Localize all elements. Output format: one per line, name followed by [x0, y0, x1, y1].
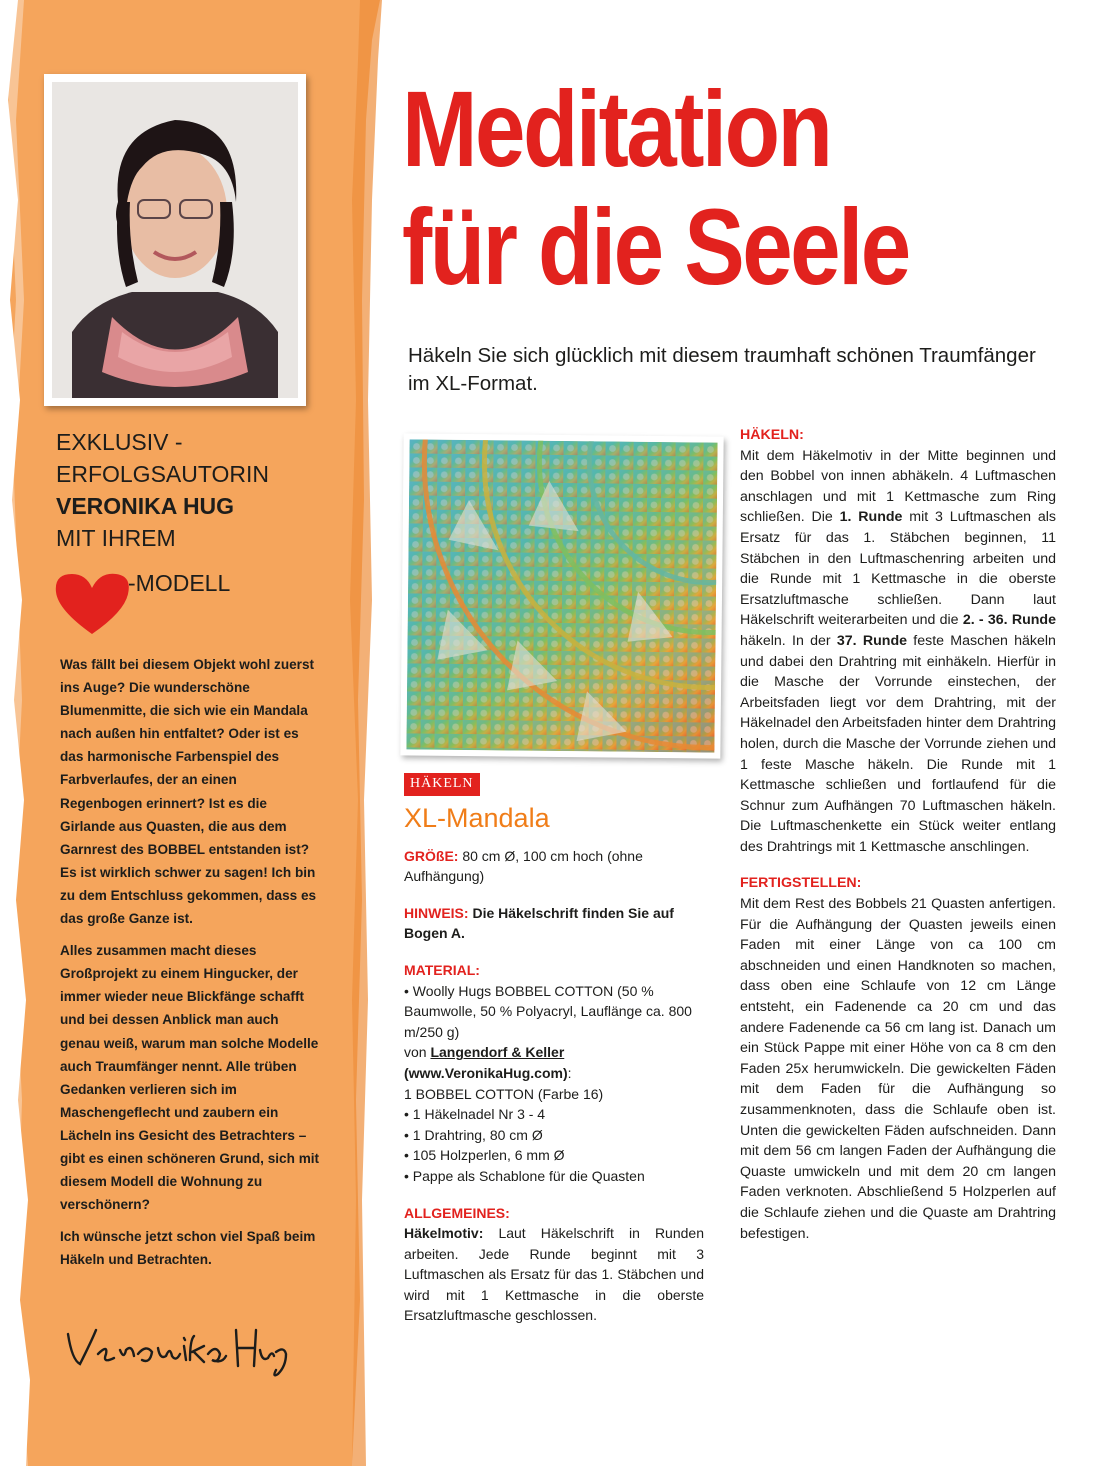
material-colon: : — [567, 1064, 572, 1081]
category-tag: HÄKELN — [404, 773, 480, 796]
material-item: • 1 Häkelnadel Nr 3 - 4 — [404, 1106, 546, 1123]
intro-text — [60, 653, 322, 1280]
author-tagline — [56, 426, 346, 554]
crochet-mandala-image — [406, 439, 717, 752]
material-item: 1 BOBBEL COTTON (Farbe 16) — [404, 1085, 604, 1102]
material-supplier: Langendorf & Keller — [430, 1044, 565, 1061]
intro-paragraph: Was fällt bei diesem Objekt wohl zuerst ins Auge? Die wunderschöne Blumenmitte, die sich wie ein Mandala nach außen hin entfaltet? Oder ist es das harmonische Farbenspiel des Farbverlaufes, der an einen Regenbogen erinnert? Ist es die Girlande aus Quasten, die aus dem Garnrest des BOBBEL entstanden ist? Es ist wirklich schwer zu sagen! Ich bin zu dem Entschluss gekommen, dass es das große Ganze ist. — [60, 657, 317, 927]
finish-label: FERTIGSTELLEN: — [740, 875, 862, 892]
material-section — [404, 960, 704, 1187]
intro-paragraph: Alles zusammen macht dieses Großprojekt zu einem Hingucker, der immer wieder neue Blickfänge schafft und bei dessen Anblick man auch genau weiß, warum man solche Modelle auch Traumfänger nennt. Alle trüben Gedanken verlieren sich im Maschengeflecht und zaubern ein Lächeln ins Gesicht des Betrachters – gibt es einen schöneren Grund, sich mit diesem Modell die Wohnung zu verschönern? — [60, 943, 320, 1213]
size-text: 80 cm Ø, 100 cm hoch (ohne Aufhängung) — [404, 847, 643, 885]
crochet-text — [740, 446, 1056, 858]
note-label: HINWEIS: — [404, 904, 469, 921]
tagline-line1: EXKLUSIV - — [56, 429, 183, 455]
author-portrait-image — [52, 82, 298, 398]
mandala-photo — [400, 433, 723, 758]
heart-model-suffix: -MODELL — [128, 570, 231, 596]
general-label: ALLGEMEINES: — [404, 1204, 510, 1221]
crochet-label: HÄKELN: — [740, 427, 804, 443]
material-url-line — [404, 1063, 704, 1084]
article-title — [402, 70, 973, 306]
article-subtitle: Häkeln Sie sich glücklich mit diesem traumhaft schönen Traumfänger im XL-Format. — [408, 344, 1036, 395]
tagline-line2: ERFOLGSAUTORIN — [56, 461, 269, 487]
round-label: 37. Runde — [836, 632, 908, 649]
size-section — [404, 846, 704, 887]
round-label: 1. Runde — [839, 509, 903, 526]
finish-text: Mit dem Rest des Bobbels 21 Quasten anfertigen. Für die Aufhängung der Quasten jeweils einen Faden mit einer Länge von ca 100 cm abschneiden und einen Handknoten so machen, dass oben eine Schlaufe von 12 cm Länge entsteht, ein Fadenende ca 20 cm und das andere Fadenende ca 56 cm lang ist. Danach um ein Stück Pappe mit einer Höhe von ca 8 cm den Faden 25x herumwickeln. Die gewickelten Fäden mit dem Faden für die Aufhängung so zusammenknoten, dass die Schlaufe oben ist. Unten die gewickelten Fäden aufschneiden. Dann mit dem 56 cm langen Faden der Aufhängung die Quaste umwickeln und mit dem 20 cm langen Faden verknoten. Abschließend 5 Holzperlen auf die Schlaufe ziehen und die Quaste am Drahtring befestigen. — [740, 896, 1056, 1242]
note-text: Die Häkelschrift finden Sie auf Bogen A. — [404, 904, 674, 942]
round-label: 2. - 36. Runde — [962, 612, 1056, 629]
crochet-text-part: mit 3 Luftmaschen als Ersatz für das 1. Stäbchen beginnen, 11 Stäbchen in den Luftmaschenring arbeiten und die Runde mit 1 Kettmasche in die oberste Ersatzluftmasche schließen. Dann laut Häkelschrift weiterarbeiten und die — [740, 509, 1056, 629]
title-line1: Meditation — [402, 68, 831, 189]
material-item: • Pappe als Schablone für die Quasten — [404, 1167, 645, 1184]
tagline-line4: MIT IHREM — [56, 525, 176, 551]
crochet-text-part: feste Maschen häkeln und dabei den Drahtring mit einhäkeln. Hierfür in die Masche der Vorrunde einstechen, der Arbeitsfaden liegt vor dem Drahtring, mit der Häkelnadel den Arbeitsfaden hinter dem Drahtring holen, durch die Masche der Vorrunde ziehen und 1 feste Masche häkeln. Die Runde mit 1 Kettmasche schließen und fortlaufend für die Schnur zum Aufhängen 70 Luftmaschen häkeln. Die Luftmaschenkette ein Stück weiter entlang des Drahtrings mit 1 Kettmasche anschlingen. — [740, 632, 1056, 855]
material-item: • 105 Holzperlen, 6 mm Ø — [404, 1147, 565, 1164]
intro-paragraph: Ich wünsche jetzt schon viel Spaß beim Häkeln und Betrachten. — [60, 1229, 316, 1268]
material-url: (www.VeronikaHug.com) — [404, 1064, 568, 1081]
author-name: VERONIKA HUG — [56, 493, 235, 519]
instructions-column — [740, 425, 1056, 1260]
author-signature — [62, 1320, 292, 1380]
general-text: Laut Häkelschrift in Runden arbeiten. Jede Runde beginnt mit 3 Luftmaschen als Ersatz für das 1. Stäbchen und wird mit 1 Kettmasche in die oberste Ersatzluftmasche geschlossen. — [404, 1225, 704, 1324]
author-photo — [44, 74, 306, 406]
material-label: MATERIAL: — [404, 961, 480, 978]
general-motif-label: Häkelmotiv: — [404, 1225, 484, 1242]
size-label: GRÖßE: — [404, 847, 459, 864]
pattern-details — [404, 772, 704, 1326]
material-item: • 1 Drahtring, 80 cm Ø — [404, 1126, 543, 1143]
note-section — [404, 903, 704, 944]
material-yarn: • Woolly Hugs BOBBEL COTTON (50 % Baumwolle, 50 % Polyacryl, Lauflänge ca. 800 m/250 g) — [404, 982, 692, 1040]
pattern-name: XL-Mandala — [404, 802, 550, 833]
crochet-text-part: häkeln. In der — [740, 632, 831, 649]
title-line2: für die Seele — [402, 186, 909, 307]
material-von: von — [404, 1044, 427, 1061]
general-section — [404, 1203, 704, 1327]
heart-icon — [52, 570, 134, 636]
crochet-text-part: Mit dem Häkelmotiv in der Mitte beginnen und den Bobbel von innen abhäkeln. 4 Luftmaschen anschlagen und mit 1 Kettmasche zum Ring schließen. Die — [740, 447, 1056, 526]
material-supplier-line — [404, 1042, 704, 1063]
